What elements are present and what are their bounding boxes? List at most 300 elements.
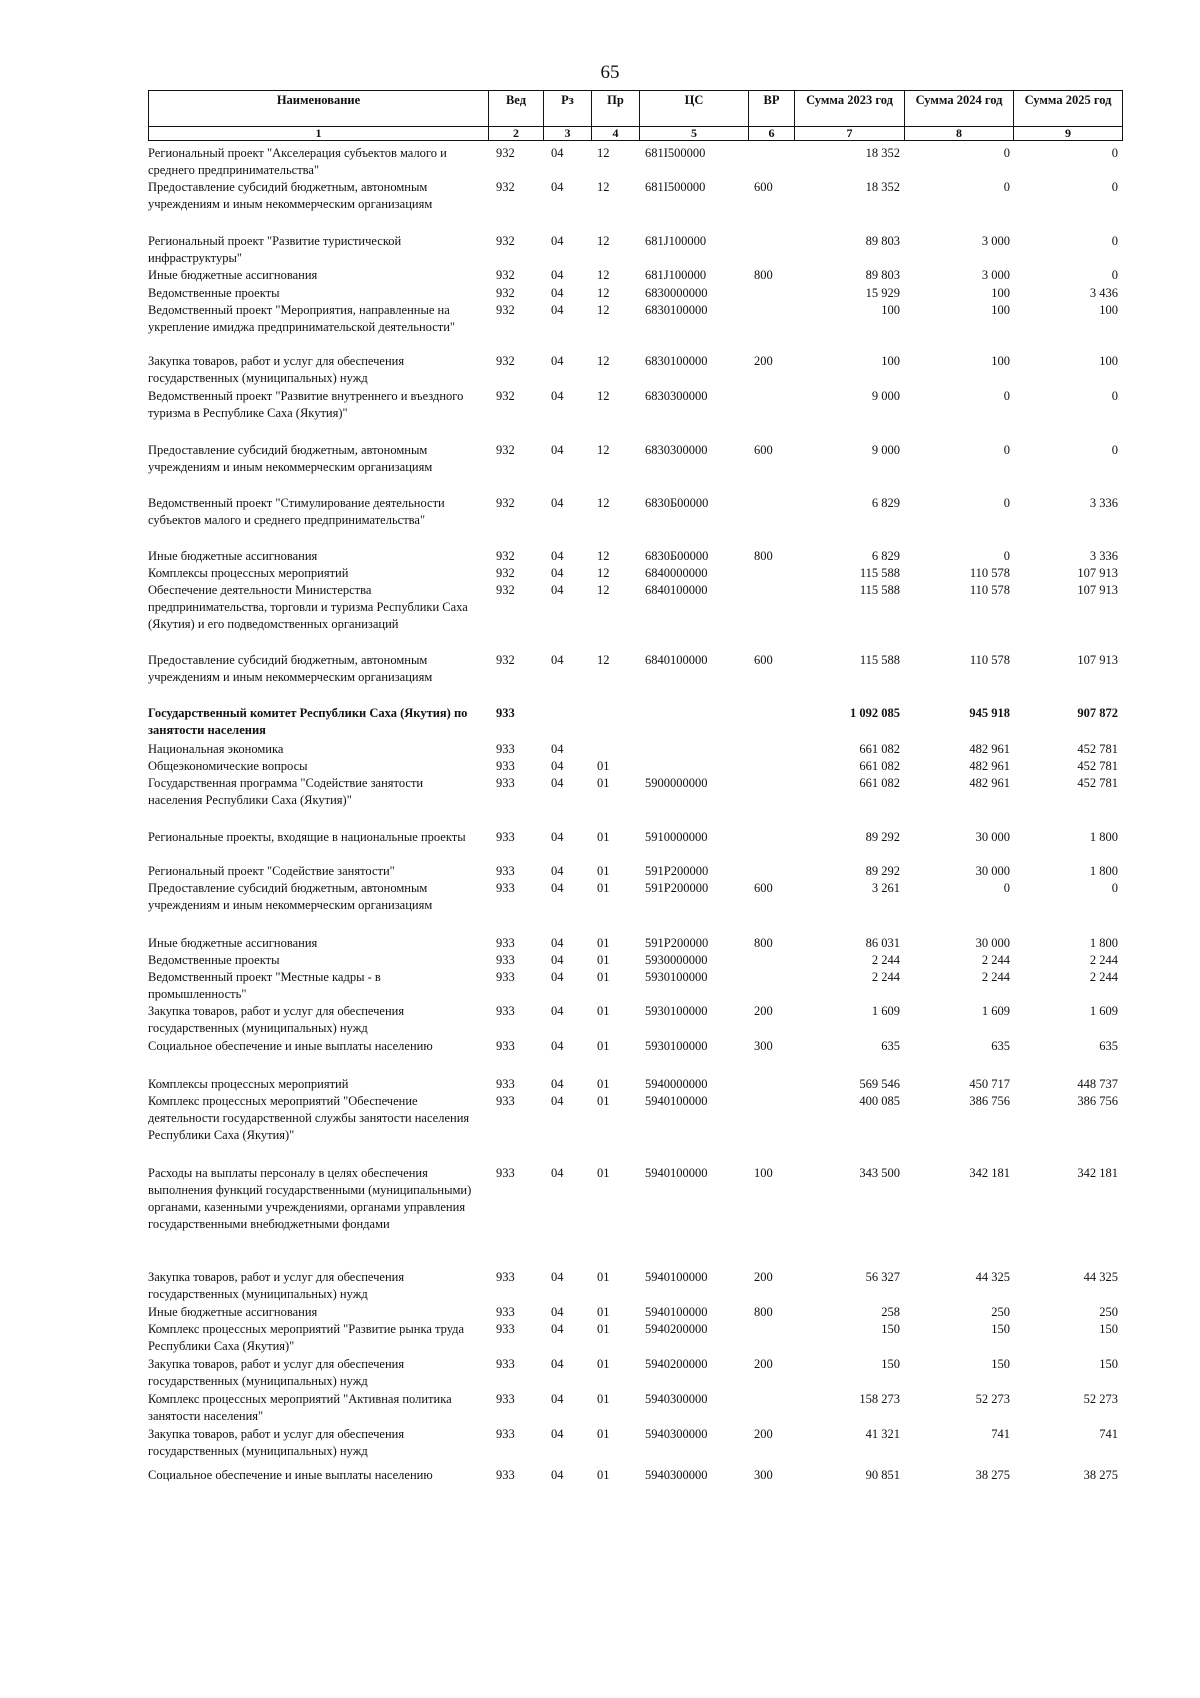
cell-sum-2024: 3 000 bbox=[981, 234, 1010, 248]
cell-sum-2024: 482 961 bbox=[969, 742, 1010, 756]
cell-vr: 600 bbox=[754, 881, 773, 895]
cell-sum-2024: 150 bbox=[991, 1322, 1010, 1336]
cell-ved: 932 bbox=[496, 443, 515, 457]
cell-vr: 200 bbox=[754, 1004, 773, 1018]
cell-cs: 5940300000 bbox=[645, 1392, 708, 1406]
cell-sum-2024: 450 717 bbox=[969, 1077, 1010, 1091]
cell-sum-2025: 150 bbox=[1099, 1322, 1118, 1336]
cell-sum-2024: 482 961 bbox=[969, 776, 1010, 790]
cell-ved: 933 bbox=[496, 1427, 515, 1441]
cell-pr: 01 bbox=[597, 1357, 610, 1371]
cell-sum-2025: 448 737 bbox=[1077, 1077, 1118, 1091]
cell-rz: 04 bbox=[551, 303, 564, 317]
cell-cs: 6830100000 bbox=[645, 354, 708, 368]
row-name: Закупка товаров, работ и услуг для обеспечения государственных (муниципальных) нужд bbox=[148, 1270, 405, 1301]
cell-sum-2023: 1 092 085 bbox=[850, 706, 900, 720]
cell-cs: 6840000000 bbox=[645, 566, 708, 580]
cell-pr: 12 bbox=[597, 268, 610, 282]
cell-pr: 01 bbox=[597, 1039, 610, 1053]
cell-cs: 6830Б00000 bbox=[645, 496, 709, 510]
cell-ved: 932 bbox=[496, 234, 515, 248]
cell-cs: 5940100000 bbox=[645, 1166, 708, 1180]
column-number: 7 bbox=[795, 127, 905, 141]
cell-sum-2025: 1 609 bbox=[1089, 1004, 1118, 1018]
cell-sum-2025: 150 bbox=[1099, 1357, 1118, 1371]
cell-sum-2025: 107 913 bbox=[1077, 583, 1118, 597]
cell-pr: 12 bbox=[597, 234, 610, 248]
cell-rz: 04 bbox=[551, 953, 564, 967]
cell-sum-2023: 661 082 bbox=[859, 759, 900, 773]
cell-sum-2025: 100 bbox=[1099, 303, 1118, 317]
cell-cs: 681I500000 bbox=[645, 180, 706, 194]
cell-pr: 12 bbox=[597, 303, 610, 317]
cell-sum-2025: 100 bbox=[1099, 354, 1118, 368]
cell-sum-2023: 9 000 bbox=[871, 443, 900, 457]
cell-pr: 01 bbox=[597, 1468, 610, 1482]
cell-sum-2025: 0 bbox=[1111, 146, 1118, 160]
cell-cs: 5930100000 bbox=[645, 970, 708, 984]
cell-pr: 01 bbox=[597, 1305, 610, 1319]
cell-pr: 01 bbox=[597, 830, 610, 844]
cell-ved: 933 bbox=[496, 1322, 515, 1336]
row-name: Региональный проект "Акселерация субъектов малого и среднего предпринимательства" bbox=[148, 146, 447, 177]
cell-rz: 04 bbox=[551, 1357, 564, 1371]
cell-ved: 933 bbox=[496, 830, 515, 844]
cell-sum-2023: 2 244 bbox=[871, 953, 900, 967]
cell-sum-2025: 107 913 bbox=[1077, 566, 1118, 580]
column-number: 9 bbox=[1014, 127, 1123, 141]
cell-pr: 12 bbox=[597, 389, 610, 403]
cell-ved: 932 bbox=[496, 180, 515, 194]
cell-sum-2024: 0 bbox=[1003, 389, 1010, 403]
cell-sum-2024: 635 bbox=[991, 1039, 1010, 1053]
cell-ved: 933 bbox=[496, 742, 515, 756]
column-number: 8 bbox=[905, 127, 1014, 141]
cell-ved: 932 bbox=[496, 653, 515, 667]
cell-sum-2023: 89 292 bbox=[865, 864, 900, 878]
cell-sum-2024: 1 609 bbox=[981, 1004, 1010, 1018]
cell-vr: 200 bbox=[754, 1270, 773, 1284]
cell-rz: 04 bbox=[551, 653, 564, 667]
cell-sum-2023: 6 829 bbox=[871, 496, 900, 510]
row-name: Закупка товаров, работ и услуг для обеспечения государственных (муниципальных) нужд bbox=[148, 354, 405, 385]
cell-rz: 04 bbox=[551, 776, 564, 790]
cell-ved: 933 bbox=[496, 1166, 515, 1180]
cell-sum-2024: 0 bbox=[1003, 549, 1010, 563]
row-name: Ведомственный проект "Развитие внутреннего и въездного туризма в Республике Саха (Якутия)" bbox=[148, 389, 464, 420]
cell-pr: 01 bbox=[597, 1270, 610, 1284]
cell-rz: 04 bbox=[551, 389, 564, 403]
cell-sum-2023: 56 327 bbox=[865, 1270, 900, 1284]
cell-rz: 04 bbox=[551, 830, 564, 844]
row-name: Общеэкономические вопросы bbox=[148, 759, 308, 773]
cell-sum-2025: 0 bbox=[1111, 234, 1118, 248]
row-name: Обеспечение деятельности Министерства предпринимательства, торговли и туризма Республики Саха (Якутия) и его подведомственных организаций bbox=[148, 583, 468, 631]
cell-sum-2024: 945 918 bbox=[969, 706, 1010, 720]
cell-sum-2023: 89 803 bbox=[865, 234, 900, 248]
row-name: Социальное обеспечение и иные выплаты населению bbox=[148, 1039, 433, 1053]
cell-rz: 04 bbox=[551, 1077, 564, 1091]
cell-pr: 01 bbox=[597, 1392, 610, 1406]
cell-vr: 200 bbox=[754, 1427, 773, 1441]
cell-sum-2023: 661 082 bbox=[859, 776, 900, 790]
row-name: Ведомственный проект "Местные кадры - в промышленность" bbox=[148, 970, 381, 1001]
cell-sum-2023: 100 bbox=[881, 354, 900, 368]
cell-sum-2024: 2 244 bbox=[981, 953, 1010, 967]
cell-cs: 5940100000 bbox=[645, 1270, 708, 1284]
row-name: Ведомственный проект "Стимулирование деятельности субъектов малого и среднего предпринимательства" bbox=[148, 496, 445, 527]
cell-rz: 04 bbox=[551, 146, 564, 160]
cell-sum-2023: 18 352 bbox=[865, 146, 900, 160]
cell-ved: 932 bbox=[496, 146, 515, 160]
cell-cs: 5940200000 bbox=[645, 1357, 708, 1371]
cell-cs: 6830000000 bbox=[645, 286, 708, 300]
cell-rz: 04 bbox=[551, 549, 564, 563]
cell-sum-2023: 90 851 bbox=[865, 1468, 900, 1482]
cell-cs: 5900000000 bbox=[645, 776, 708, 790]
cell-rz: 04 bbox=[551, 742, 564, 756]
cell-sum-2023: 661 082 bbox=[859, 742, 900, 756]
cell-vr: 200 bbox=[754, 354, 773, 368]
cell-sum-2024: 0 bbox=[1003, 881, 1010, 895]
row-name: Иные бюджетные ассигнования bbox=[148, 268, 318, 282]
cell-sum-2023: 3 261 bbox=[871, 881, 900, 895]
cell-sum-2023: 150 bbox=[881, 1322, 900, 1336]
row-name: Предоставление субсидий бюджетным, автономным учреждениям и иным некоммерческим организациям bbox=[148, 881, 433, 912]
cell-rz: 04 bbox=[551, 583, 564, 597]
row-name: Комплекс процессных мероприятий "Развитие рынка труда Республики Саха (Якутия)" bbox=[148, 1322, 465, 1353]
cell-sum-2025: 2 244 bbox=[1089, 970, 1118, 984]
cell-sum-2025: 635 bbox=[1099, 1039, 1118, 1053]
cell-cs: 5940100000 bbox=[645, 1094, 708, 1108]
cell-ved: 933 bbox=[496, 936, 515, 950]
row-name: Ведомственный проект "Мероприятия, направленные на укрепление имиджа предпринимательской деятельности" bbox=[148, 303, 456, 334]
row-name: Закупка товаров, работ и услуг для обеспечения государственных (муниципальных) нужд bbox=[148, 1357, 405, 1388]
cell-sum-2024: 30 000 bbox=[975, 830, 1010, 844]
cell-rz: 04 bbox=[551, 1094, 564, 1108]
row-name: Предоставление субсидий бюджетным, автономным учреждениям и иным некоммерческим организациям bbox=[148, 443, 433, 474]
column-header-pr: Пр bbox=[592, 91, 640, 127]
cell-ved: 932 bbox=[496, 583, 515, 597]
cell-ved: 933 bbox=[496, 706, 515, 720]
cell-sum-2024: 52 273 bbox=[975, 1392, 1010, 1406]
cell-cs: 681J100000 bbox=[645, 234, 707, 248]
column-header-sum-2024: Сумма 2024 год bbox=[905, 91, 1014, 127]
cell-pr: 12 bbox=[597, 566, 610, 580]
cell-vr: 600 bbox=[754, 180, 773, 194]
cell-pr: 01 bbox=[597, 1094, 610, 1108]
cell-sum-2025: 0 bbox=[1111, 180, 1118, 194]
cell-cs: 591P200000 bbox=[645, 881, 709, 895]
cell-sum-2024: 0 bbox=[1003, 180, 1010, 194]
cell-sum-2023: 1 609 bbox=[871, 1004, 900, 1018]
row-name: Расходы на выплаты персоналу в целях обеспечения выполнения функций государственными (муниципальными) органами, казенными учреждениями, органами управления государственными внебюджетными фондами bbox=[148, 1166, 472, 1231]
cell-sum-2024: 0 bbox=[1003, 443, 1010, 457]
cell-rz: 04 bbox=[551, 1004, 564, 1018]
cell-sum-2025: 44 325 bbox=[1083, 1270, 1118, 1284]
cell-ved: 932 bbox=[496, 496, 515, 510]
cell-cs: 5930100000 bbox=[645, 1039, 708, 1053]
cell-sum-2024: 100 bbox=[991, 303, 1010, 317]
cell-pr: 01 bbox=[597, 759, 610, 773]
cell-pr: 12 bbox=[597, 180, 610, 194]
cell-sum-2025: 386 756 bbox=[1077, 1094, 1118, 1108]
cell-sum-2025: 3 336 bbox=[1089, 549, 1118, 563]
cell-sum-2025: 52 273 bbox=[1083, 1392, 1118, 1406]
cell-rz: 04 bbox=[551, 759, 564, 773]
cell-sum-2025: 2 244 bbox=[1089, 953, 1118, 967]
cell-sum-2023: 41 321 bbox=[865, 1427, 900, 1441]
cell-sum-2024: 386 756 bbox=[969, 1094, 1010, 1108]
cell-cs: 681I500000 bbox=[645, 146, 706, 160]
cell-sum-2025: 452 781 bbox=[1077, 776, 1118, 790]
cell-sum-2023: 150 bbox=[881, 1357, 900, 1371]
cell-sum-2025: 0 bbox=[1111, 389, 1118, 403]
cell-ved: 933 bbox=[496, 1004, 515, 1018]
column-number: 1 bbox=[149, 127, 489, 141]
column-header-sum-2025: Сумма 2025 год bbox=[1014, 91, 1123, 127]
row-name: Национальная экономика bbox=[148, 742, 284, 756]
cell-vr: 600 bbox=[754, 443, 773, 457]
row-name: Предоставление субсидий бюджетным, автономным учреждениям и иным некоммерческим организациям bbox=[148, 180, 433, 211]
cell-cs: 6830300000 bbox=[645, 443, 708, 457]
table-header bbox=[148, 90, 1123, 141]
cell-sum-2024: 0 bbox=[1003, 496, 1010, 510]
cell-sum-2024: 741 bbox=[991, 1427, 1010, 1441]
column-number: 6 bbox=[749, 127, 795, 141]
cell-sum-2025: 38 275 bbox=[1083, 1468, 1118, 1482]
cell-pr: 01 bbox=[597, 953, 610, 967]
row-name: Предоставление субсидий бюджетным, автономным учреждениям и иным некоммерческим организациям bbox=[148, 653, 433, 684]
cell-sum-2024: 342 181 bbox=[969, 1166, 1010, 1180]
cell-ved: 933 bbox=[496, 953, 515, 967]
row-name: Иные бюджетные ассигнования bbox=[148, 1305, 318, 1319]
cell-sum-2025: 250 bbox=[1099, 1305, 1118, 1319]
cell-sum-2025: 1 800 bbox=[1089, 936, 1118, 950]
cell-pr: 12 bbox=[597, 443, 610, 457]
cell-pr: 12 bbox=[597, 549, 610, 563]
cell-sum-2023: 100 bbox=[881, 303, 900, 317]
cell-cs: 6830Б00000 bbox=[645, 549, 709, 563]
cell-sum-2023: 115 588 bbox=[859, 583, 900, 597]
cell-ved: 933 bbox=[496, 1094, 515, 1108]
row-name: Иные бюджетные ассигнования bbox=[148, 936, 318, 950]
cell-sum-2025: 0 bbox=[1111, 268, 1118, 282]
cell-sum-2023: 343 500 bbox=[859, 1166, 900, 1180]
cell-rz: 04 bbox=[551, 496, 564, 510]
cell-ved: 933 bbox=[496, 776, 515, 790]
cell-ved: 932 bbox=[496, 354, 515, 368]
row-name: Комплексы процессных мероприятий bbox=[148, 566, 349, 580]
cell-sum-2025: 907 872 bbox=[1077, 706, 1118, 720]
column-number: 4 bbox=[592, 127, 640, 141]
cell-pr: 12 bbox=[597, 354, 610, 368]
cell-sum-2025: 452 781 bbox=[1077, 742, 1118, 756]
cell-rz: 04 bbox=[551, 286, 564, 300]
column-header-name: Наименование bbox=[149, 91, 489, 127]
cell-sum-2025: 741 bbox=[1099, 1427, 1118, 1441]
cell-vr: 300 bbox=[754, 1468, 773, 1482]
cell-rz: 04 bbox=[551, 1270, 564, 1284]
cell-sum-2025: 3 436 bbox=[1089, 286, 1118, 300]
cell-ved: 932 bbox=[496, 303, 515, 317]
cell-rz: 04 bbox=[551, 1468, 564, 1482]
cell-vr: 600 bbox=[754, 653, 773, 667]
cell-vr: 300 bbox=[754, 1039, 773, 1053]
cell-sum-2024: 44 325 bbox=[975, 1270, 1010, 1284]
cell-sum-2025: 107 913 bbox=[1077, 653, 1118, 667]
cell-sum-2025: 3 336 bbox=[1089, 496, 1118, 510]
cell-rz: 04 bbox=[551, 443, 564, 457]
column-header-rz: Рз bbox=[544, 91, 592, 127]
row-name: Закупка товаров, работ и услуг для обеспечения государственных (муниципальных) нужд bbox=[148, 1004, 405, 1035]
cell-sum-2023: 15 929 bbox=[865, 286, 900, 300]
cell-cs: 591P200000 bbox=[645, 936, 709, 950]
cell-sum-2025: 452 781 bbox=[1077, 759, 1118, 773]
row-name: Региональный проект "Развитие туристической инфраструктуры" bbox=[148, 234, 402, 265]
cell-sum-2023: 9 000 bbox=[871, 389, 900, 403]
cell-cs: 6830300000 bbox=[645, 389, 708, 403]
cell-sum-2023: 86 031 bbox=[865, 936, 900, 950]
cell-vr: 800 bbox=[754, 268, 773, 282]
cell-sum-2024: 3 000 bbox=[981, 268, 1010, 282]
cell-vr: 800 bbox=[754, 549, 773, 563]
cell-pr: 01 bbox=[597, 881, 610, 895]
cell-ved: 933 bbox=[496, 1357, 515, 1371]
cell-sum-2025: 0 bbox=[1111, 881, 1118, 895]
cell-sum-2024: 110 578 bbox=[969, 653, 1010, 667]
row-name: Ведомственные проекты bbox=[148, 286, 280, 300]
cell-sum-2024: 482 961 bbox=[969, 759, 1010, 773]
column-header-sum-2023: Сумма 2023 год bbox=[795, 91, 905, 127]
cell-sum-2025: 1 800 bbox=[1089, 830, 1118, 844]
cell-cs: 5930000000 bbox=[645, 953, 708, 967]
column-header-cs: ЦС bbox=[640, 91, 749, 127]
cell-sum-2024: 250 bbox=[991, 1305, 1010, 1319]
cell-sum-2023: 400 085 bbox=[859, 1094, 900, 1108]
cell-rz: 04 bbox=[551, 1305, 564, 1319]
cell-pr: 12 bbox=[597, 286, 610, 300]
cell-sum-2023: 569 546 bbox=[859, 1077, 900, 1091]
cell-pr: 01 bbox=[597, 970, 610, 984]
cell-cs: 6840100000 bbox=[645, 583, 708, 597]
column-header-vr: ВР bbox=[749, 91, 795, 127]
cell-pr: 01 bbox=[597, 936, 610, 950]
cell-pr: 01 bbox=[597, 1322, 610, 1336]
cell-rz: 04 bbox=[551, 1322, 564, 1336]
cell-rz: 04 bbox=[551, 1392, 564, 1406]
cell-sum-2023: 2 244 bbox=[871, 970, 900, 984]
page-number: 65 bbox=[600, 62, 620, 83]
column-header-ved: Вед bbox=[489, 91, 544, 127]
cell-pr: 01 bbox=[597, 1004, 610, 1018]
cell-ved: 932 bbox=[496, 389, 515, 403]
cell-rz: 04 bbox=[551, 1166, 564, 1180]
cell-ved: 932 bbox=[496, 566, 515, 580]
cell-rz: 04 bbox=[551, 234, 564, 248]
cell-ved: 933 bbox=[496, 881, 515, 895]
cell-sum-2025: 1 800 bbox=[1089, 864, 1118, 878]
cell-sum-2024: 110 578 bbox=[969, 583, 1010, 597]
row-name: Комплекс процессных мероприятий "Обеспечение деятельности государственной службы занятости населения Республики Саха (Якутия)" bbox=[148, 1094, 470, 1142]
row-name: Комплексы процессных мероприятий bbox=[148, 1077, 349, 1091]
cell-pr: 12 bbox=[597, 146, 610, 160]
cell-pr: 01 bbox=[597, 776, 610, 790]
cell-sum-2024: 2 244 bbox=[981, 970, 1010, 984]
cell-sum-2023: 635 bbox=[881, 1039, 900, 1053]
cell-cs: 5940100000 bbox=[645, 1305, 708, 1319]
cell-rz: 04 bbox=[551, 180, 564, 194]
cell-sum-2023: 258 bbox=[881, 1305, 900, 1319]
cell-cs: 5940300000 bbox=[645, 1468, 708, 1482]
cell-sum-2024: 30 000 bbox=[975, 936, 1010, 950]
cell-ved: 933 bbox=[496, 759, 515, 773]
row-name: Социальное обеспечение и иные выплаты населению bbox=[148, 1468, 433, 1482]
cell-vr: 200 bbox=[754, 1357, 773, 1371]
cell-pr: 01 bbox=[597, 1427, 610, 1441]
cell-cs: 5940300000 bbox=[645, 1427, 708, 1441]
row-name: Региональный проект "Содействие занятости" bbox=[148, 864, 395, 878]
cell-sum-2023: 158 273 bbox=[859, 1392, 900, 1406]
row-name: Иные бюджетные ассигнования bbox=[148, 549, 318, 563]
column-number: 5 bbox=[640, 127, 749, 141]
cell-rz: 04 bbox=[551, 864, 564, 878]
cell-cs: 681J100000 bbox=[645, 268, 707, 282]
column-number: 2 bbox=[489, 127, 544, 141]
cell-sum-2025: 342 181 bbox=[1077, 1166, 1118, 1180]
cell-cs: 5940000000 bbox=[645, 1077, 708, 1091]
cell-sum-2023: 89 803 bbox=[865, 268, 900, 282]
cell-rz: 04 bbox=[551, 970, 564, 984]
cell-rz: 04 bbox=[551, 1039, 564, 1053]
cell-vr: 100 bbox=[754, 1166, 773, 1180]
cell-cs: 5930100000 bbox=[645, 1004, 708, 1018]
cell-ved: 933 bbox=[496, 1305, 515, 1319]
cell-sum-2024: 100 bbox=[991, 286, 1010, 300]
row-name: Региональные проекты, входящие в национальные проекты bbox=[148, 830, 466, 844]
cell-sum-2024: 38 275 bbox=[975, 1468, 1010, 1482]
cell-sum-2024: 30 000 bbox=[975, 864, 1010, 878]
cell-cs: 5910000000 bbox=[645, 830, 708, 844]
cell-ved: 933 bbox=[496, 1039, 515, 1053]
cell-pr: 01 bbox=[597, 864, 610, 878]
row-name: Закупка товаров, работ и услуг для обеспечения государственных (муниципальных) нужд bbox=[148, 1427, 405, 1458]
cell-pr: 12 bbox=[597, 653, 610, 667]
cell-vr: 800 bbox=[754, 1305, 773, 1319]
cell-sum-2024: 110 578 bbox=[969, 566, 1010, 580]
cell-sum-2025: 0 bbox=[1111, 443, 1118, 457]
cell-vr: 800 bbox=[754, 936, 773, 950]
cell-cs: 6840100000 bbox=[645, 653, 708, 667]
cell-rz: 04 bbox=[551, 354, 564, 368]
cell-sum-2024: 0 bbox=[1003, 146, 1010, 160]
cell-ved: 933 bbox=[496, 1392, 515, 1406]
cell-rz: 04 bbox=[551, 566, 564, 580]
cell-pr: 12 bbox=[597, 496, 610, 510]
column-number: 3 bbox=[544, 127, 592, 141]
cell-pr: 01 bbox=[597, 1166, 610, 1180]
cell-pr: 12 bbox=[597, 583, 610, 597]
cell-ved: 932 bbox=[496, 549, 515, 563]
row-name: Ведомственные проекты bbox=[148, 953, 280, 967]
cell-rz: 04 bbox=[551, 268, 564, 282]
cell-rz: 04 bbox=[551, 936, 564, 950]
cell-sum-2024: 100 bbox=[991, 354, 1010, 368]
cell-sum-2023: 115 588 bbox=[859, 653, 900, 667]
row-name: Государственный комитет Республики Саха (Якутия) по занятости населения bbox=[148, 706, 468, 737]
cell-ved: 933 bbox=[496, 970, 515, 984]
cell-ved: 933 bbox=[496, 1468, 515, 1482]
